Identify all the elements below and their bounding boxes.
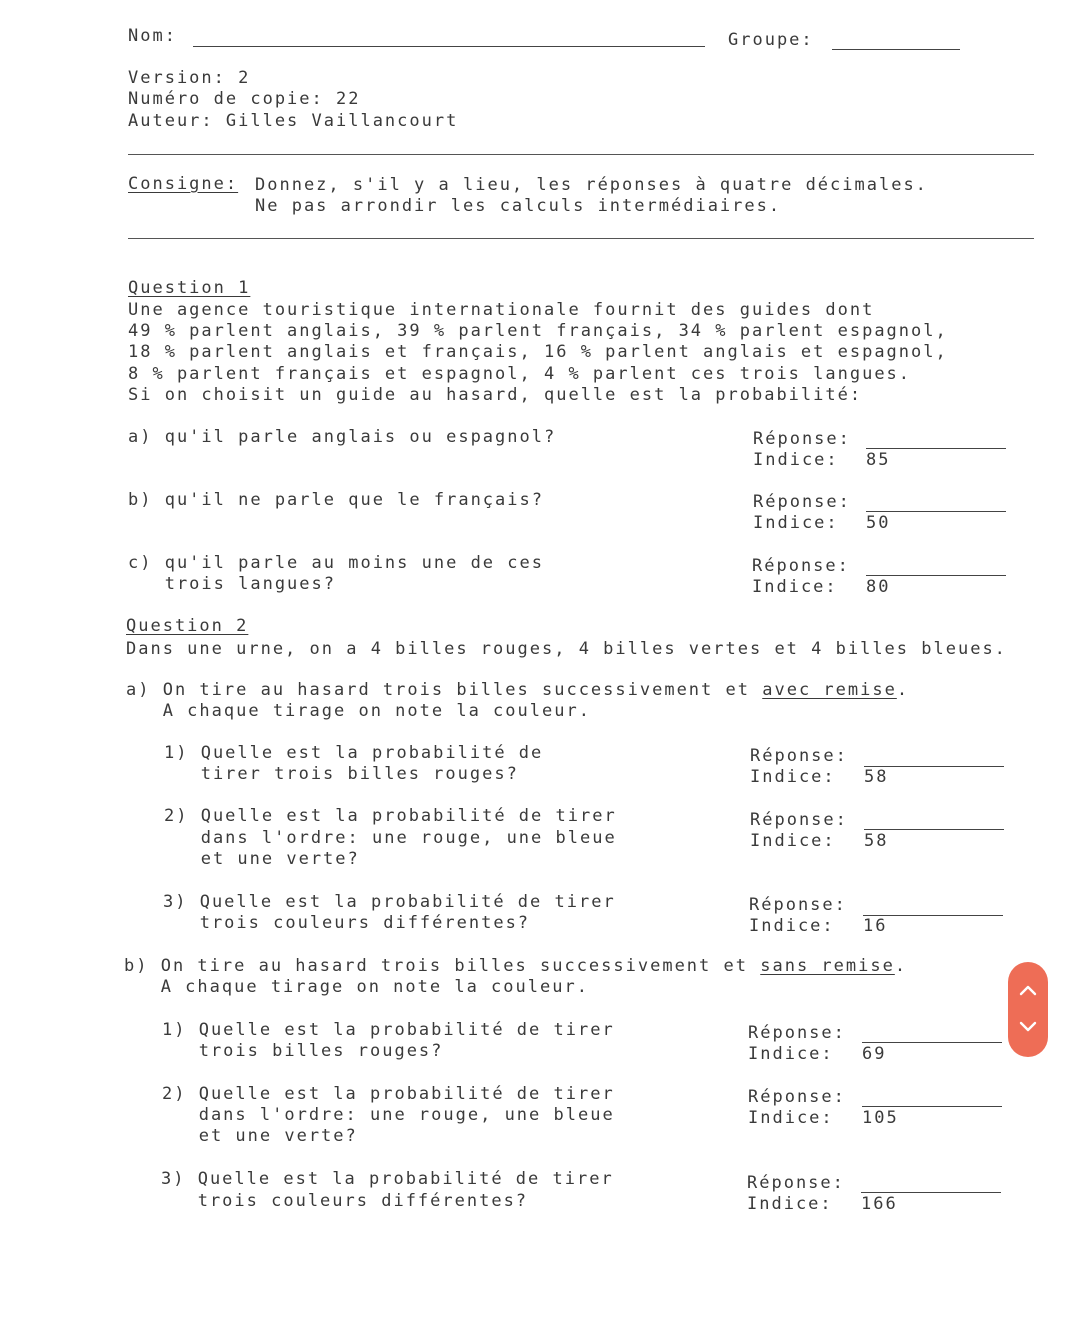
indice-label: Indice: [747, 1194, 833, 1214]
indice-label: Indice: [748, 1108, 834, 1128]
q2-a1-text: 1) Quelle est la probabilité de [164, 743, 544, 763]
reponse-label: Réponse: [748, 1087, 846, 1107]
chevron-up-icon [1019, 984, 1037, 996]
q1-text-line: 8 % parlent français et espagnol, 4 % parlent ces trois langues. [128, 364, 912, 384]
q2-b1-indice: 69 [862, 1044, 887, 1064]
q2-b-text: A chaque tirage on note la couleur. [124, 977, 589, 997]
q2-a1-text: tirer trois billes rouges? [164, 764, 519, 784]
q1-text-line: 49 % parlent anglais, 39 % parlent français, 34 % parlent espagnol, [128, 321, 948, 341]
q1-text-line: 18 % parlent anglais et français, 16 % parlent anglais et espagnol, [128, 342, 948, 362]
q1-c-indice: 80 [866, 577, 891, 597]
q2-b1-answer-field[interactable] [862, 1042, 1002, 1043]
consigne-label: Consigne: [128, 174, 239, 194]
indice-label: Indice: [752, 577, 838, 597]
reponse-label: Réponse: [752, 556, 850, 576]
q1-b-text: b) qu'il ne parle que le français? [128, 490, 544, 510]
reponse-label: Réponse: [750, 746, 848, 766]
scroll-up-button[interactable] [1008, 970, 1048, 1010]
q2-b-text: b) On tire au hasard trois billes successivement et sans remise. [124, 956, 908, 976]
q1-text-line: Une agence touristique internationale fournit des guides dont [128, 300, 875, 320]
q2-a3-text: trois couleurs différentes? [163, 913, 531, 933]
q2-b2-text: 2) Quelle est la probabilité de tirer [162, 1084, 615, 1104]
q2-a-text-main: a) On tire au hasard trois billes successivement et [126, 680, 750, 700]
indice-label: Indice: [753, 450, 839, 470]
question-1-title: Question 1 [128, 278, 251, 298]
q2-a2-text: 2) Quelle est la probabilité de tirer [164, 806, 617, 826]
groupe-label: Groupe: [728, 30, 814, 50]
copie-text: Numéro de copie: 22 [128, 89, 361, 109]
q2-a3-indice: 16 [863, 916, 888, 936]
q1-a-text: a) qu'il parle anglais ou espagnol? [128, 427, 557, 447]
question-2-title: Question 2 [126, 616, 249, 636]
indice-label: Indice: [750, 767, 836, 787]
q2-b3-answer-field[interactable] [861, 1192, 1001, 1193]
reponse-label: Réponse: [747, 1173, 845, 1193]
reponse-label: Réponse: [748, 1023, 846, 1043]
q2-b1-text: trois billes rouges? [162, 1041, 444, 1061]
q2-b-text-main: b) On tire au hasard trois billes successivement et [124, 956, 748, 976]
chevron-down-icon [1019, 1021, 1037, 1033]
indice-label: Indice: [749, 916, 835, 936]
q2-b2-text: et une verte? [162, 1126, 358, 1146]
q2-b3-text: trois couleurs différentes? [161, 1191, 529, 1211]
nom-field[interactable] [193, 46, 705, 47]
q2-b3-indice: 166 [861, 1194, 898, 1214]
q2-b-remise: sans remise [760, 956, 895, 976]
nom-label: Nom: [128, 26, 177, 46]
q2-a-text: a) On tire au hasard trois billes successivement et avec remise. [126, 680, 910, 700]
q1-a-answer-field[interactable] [866, 448, 1006, 449]
q2-a-text: A chaque tirage on note la couleur. [126, 701, 591, 721]
q2-a2-text: dans l'ordre: une rouge, une bleue [164, 828, 617, 848]
q1-c-text: c) qu'il parle au moins une de ces [128, 553, 544, 573]
q2-a2-text: et une verte? [164, 849, 360, 869]
indice-label: Indice: [750, 831, 836, 851]
reponse-label: Réponse: [750, 810, 848, 830]
q1-b-answer-field[interactable] [866, 511, 1006, 512]
reponse-label: Réponse: [753, 429, 851, 449]
q2-b2-answer-field[interactable] [862, 1106, 1002, 1107]
q2-intro: Dans une urne, on a 4 billes rouges, 4 billes vertes et 4 billes bleues. [126, 639, 1007, 659]
q1-c-text: trois langues? [128, 574, 336, 594]
q2-a2-answer-field[interactable] [864, 829, 1004, 830]
consigne-line2: Ne pas arrondir les calculs intermédiaires. [255, 196, 782, 216]
q2-b1-text: 1) Quelle est la probabilité de tirer [162, 1020, 615, 1040]
q1-text-line: Si on choisit un guide au hasard, quelle est la probabilité: [128, 385, 863, 405]
q2-a2-indice: 58 [864, 831, 889, 851]
indice-label: Indice: [753, 513, 839, 533]
q2-b3-text: 3) Quelle est la probabilité de tirer [161, 1169, 614, 1189]
consigne-line1: Donnez, s'il y a lieu, les réponses à quatre décimales. [255, 175, 928, 195]
indice-label: Indice: [748, 1044, 834, 1064]
reponse-label: Réponse: [753, 492, 851, 512]
q2-b2-text: dans l'ordre: une rouge, une bleue [162, 1105, 615, 1125]
q2-a-remise: avec remise [762, 680, 897, 700]
groupe-field[interactable] [832, 49, 960, 50]
auteur-text: Auteur: Gilles Vaillancourt [128, 111, 459, 131]
reponse-label: Réponse: [749, 895, 847, 915]
q2-a1-indice: 58 [864, 767, 889, 787]
separator-bottom [128, 238, 1034, 239]
scroll-down-button[interactable] [1008, 1007, 1048, 1047]
q1-c-answer-field[interactable] [866, 575, 1006, 576]
q2-a3-text: 3) Quelle est la probabilité de tirer [163, 892, 616, 912]
q1-a-indice: 85 [866, 450, 891, 470]
q1-b-indice: 50 [866, 513, 891, 533]
scroll-control [1008, 962, 1048, 1057]
version-text: Version: 2 [128, 68, 251, 88]
q2-b2-indice: 105 [862, 1108, 899, 1128]
separator-top [128, 154, 1034, 155]
